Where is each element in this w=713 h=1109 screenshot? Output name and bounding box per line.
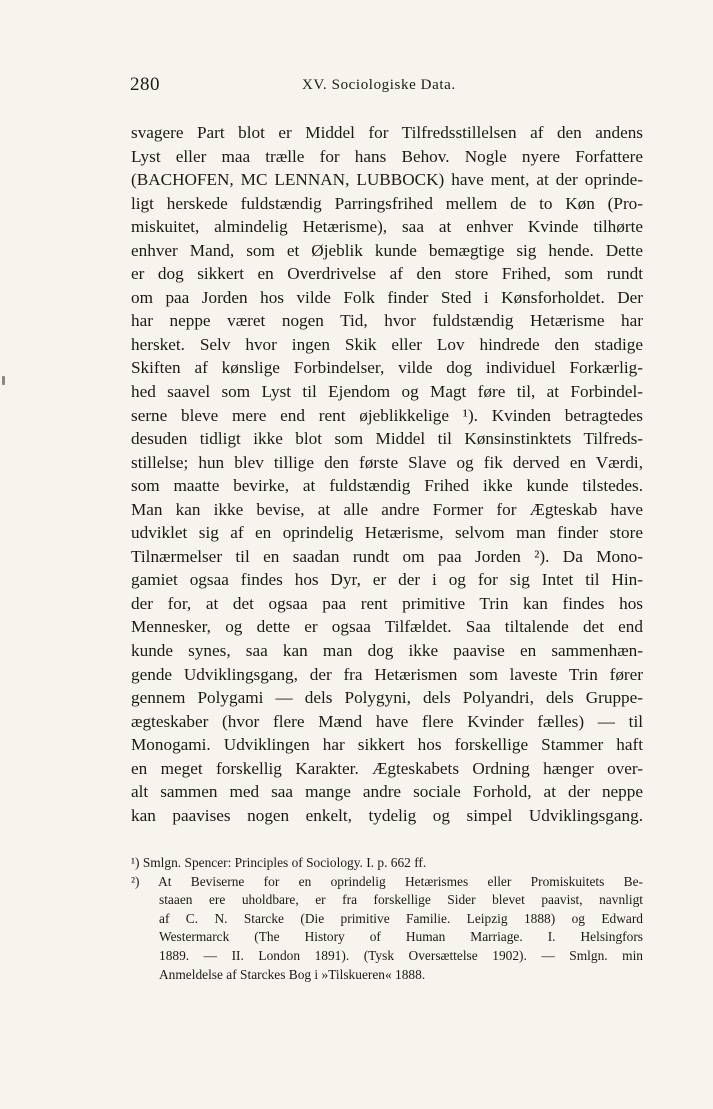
text-line: Lyst eller maa trælle for hans Behov. Nogle nyere Forfattere — [131, 146, 643, 166]
text-line: Tilnærmelser til en saadan rundt om paa Jorden ²). Da Mono- — [131, 546, 643, 566]
page-header — [130, 74, 643, 102]
footnote-line: ¹) Smlgn. Spencer: Principles of Sociology. I. p. 662 ff. — [131, 855, 427, 870]
footnote-line: Westermarck (The History of Human Marriage. I. Helsingfors — [159, 929, 643, 945]
running-head: XV. Sociologiske Data. — [302, 77, 456, 93]
page-number: 280 — [130, 74, 160, 95]
footnote-line: 1889. — II. London 1891). (Tysk Oversættelse 1902). — Smlgn. min — [159, 947, 643, 963]
footnote-line: ²) At Beviserne for en oprindelig Hetærismes eller Promiskuitets Be- — [131, 873, 643, 889]
text-line: kunde synes, saa kan man dog ikke paavise en sammenhæn- — [131, 641, 643, 661]
text-line: (BACHOFEN, MC LENNAN, LUBBOCK) have ment, at der oprinde- — [131, 170, 643, 190]
text-line: en meget forskellig Karakter. Ægteskabets Ordning hænger over- — [131, 758, 643, 778]
text-line: alt sammen med saa mange andre sociale Forhold, at der neppe — [131, 782, 643, 802]
text-line: gamiet ogsaa findes hos Dyr, er der i og for sig Intet til Hin- — [131, 570, 643, 590]
text-line: Mennesker, og dette er ogsaa Tilfældet. Saa tiltalende det end — [131, 617, 643, 637]
footnotes — [131, 854, 643, 984]
text-line: hersket. Selv hvor ingen Skik eller Lov hindrede den stadige — [131, 334, 643, 354]
text-line: ligt herskede fuldstændig Parringsfrihed mellem de to Køn (Pro- — [131, 193, 643, 213]
text-line: miskuitet, almindelig Hetærisme), saa at enhver Kvinde tilhørte — [131, 217, 643, 237]
text-line: svagere Part blot er Middel for Tilfredsstillelsen af den andens — [131, 123, 643, 142]
text-line: serne bleve mere end rent øjeblikkelige ¹). Kvinden betragtedes — [131, 405, 643, 425]
text-line: som maatte bevirke, at fuldstændig Frihed ikke kunde tilstedes. — [131, 476, 643, 496]
text-line: Man kan ikke bevise, at alle andre Former for Ægteskab have — [131, 499, 643, 519]
text-line: Skiften af kønslige Forbindelser, vilde dog individuel Forkærlig- — [131, 358, 643, 378]
text-line: om paa Jorden hos vilde Folk finder Sted i Kønsforholdet. Der — [131, 287, 643, 307]
footnote-line: Anmeldelse af Starckes Bog i »Tilskueren« 1888. — [159, 966, 426, 982]
text-line: hed saavel som Lyst til Ejendom og Magt føre til, at Forbindel- — [131, 382, 643, 402]
margin-mark — [2, 376, 5, 385]
text-line: stillelse; hun blev tillige den første Slave og fik derved en Værdi, — [131, 452, 643, 472]
text-line: ægteskaber (hvor flere Mænd have flere Kvinder fælles) — til — [131, 711, 643, 731]
footnote-line: staaen ere uholdbare, er fra forskellige Sider blevet paavist, navnligt — [159, 892, 643, 908]
text-line: gende Udviklingsgang, der fra Hetærismen som laveste Trin fører — [131, 664, 643, 684]
text-line: gennem Polygami — dels Polygyni, dels Polyandri, dels Gruppe- — [131, 688, 643, 708]
text-line: er dog sikkert en Overdrivelse af den store Frihed, som rundt — [131, 264, 643, 284]
text-line: der for, at det ogsaa paa rent primitive Trin kan findes hos — [131, 593, 643, 613]
text-line: kan paavises nogen enkelt, tydelig og simpel Udviklingsgang. — [131, 805, 643, 825]
footnote-line: af C. N. Starcke (Die primitive Familie. Leipzig 1888) og Edward — [159, 910, 643, 926]
text-line: enhver Mand, som et Øjeblik kunde bemægtige sig hende. Dette — [131, 240, 643, 260]
text-line: desuden tidligt ikke blot som Middel til Kønsinstinktets Tilfreds- — [131, 429, 643, 449]
text-line: udviklet sig af en oprindelig Hetærisme, selvom man finder store — [131, 523, 643, 543]
text-line: har neppe været nogen Tid, hvor fuldstændig Hetærisme har — [131, 311, 643, 331]
body-text — [131, 121, 643, 827]
text-line: Monogami. Udviklingen har sikkert hos forskellige Stammer haft — [131, 735, 643, 755]
